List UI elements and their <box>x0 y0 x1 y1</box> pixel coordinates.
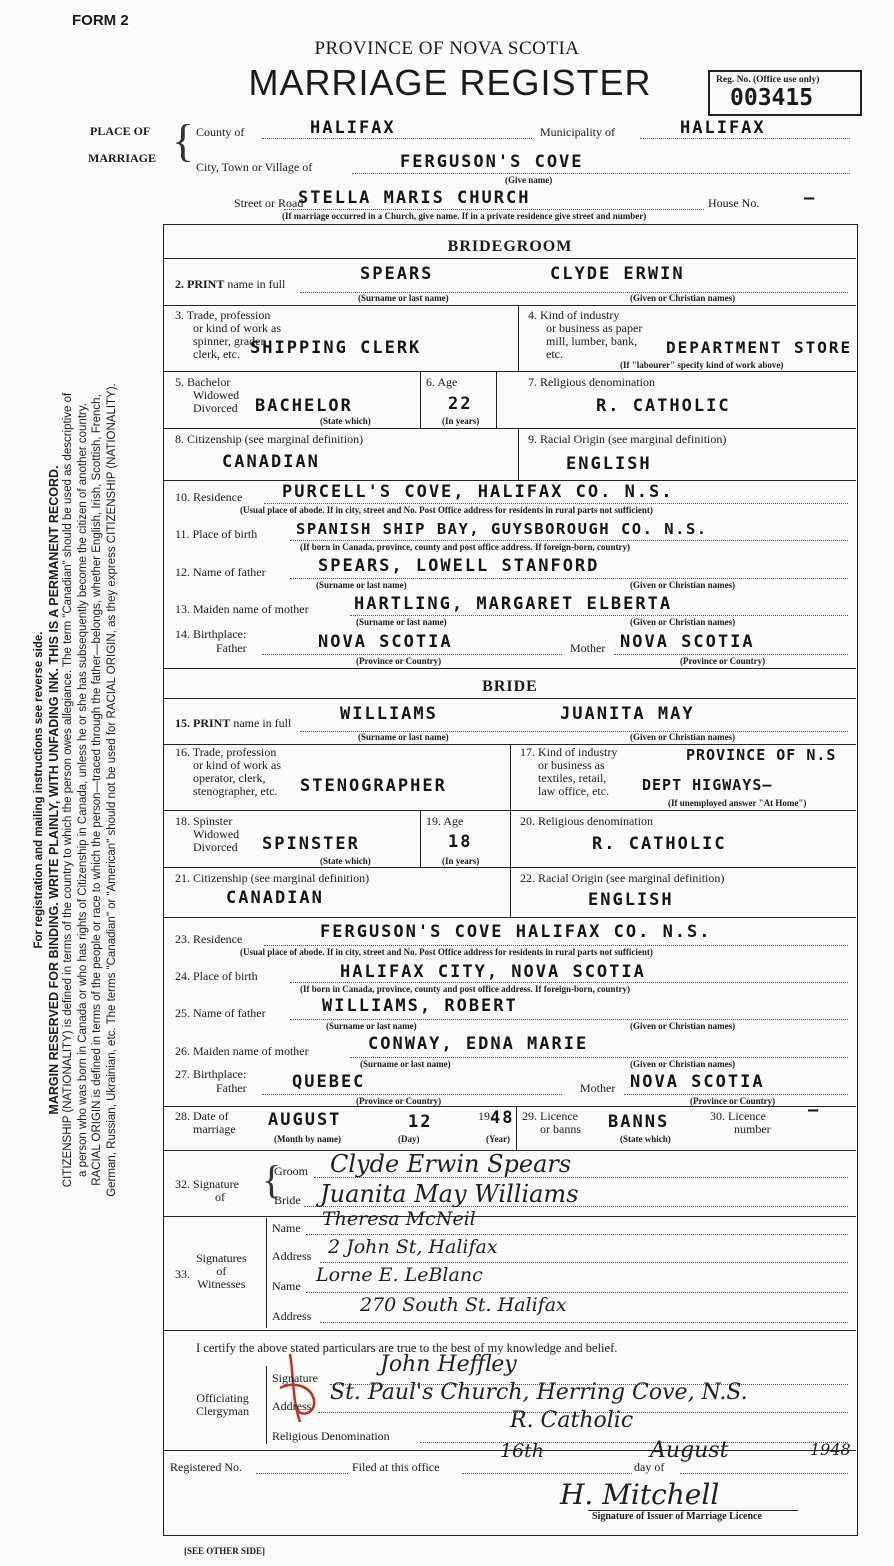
street-note: (If marriage occurred in a Church, give name. If in a private residence give street and number) <box>282 211 647 221</box>
margin-instructions: For registration and mailing instructions see reverse side. MARGIN RESERVED FOR BINDING. WRITE PLAINLY, WITH UNFADING INK. THIS IS A PERMANENT RECORD. CITIZENSHIP (NATIONALITY) is defined in terms of the country to which the person owes allegiance. The term "Canadian" should be used as descriptive of a person who was born in Canada or who has rights of Citizenship in Canada, unless he or she has subsequently become the citizen of another country. RACIAL ORIGIN is defined in terms of the people or race to which the person—traced through the father—belongs, whether English, Irish, Scottish, French, German, Russian, Ukrainian, etc. The terms "Canadian" or "American" should not be used for RACIAL ORIGIN, as they express CITIZENSHIP (NATIONALITY). <box>33 383 118 1197</box>
state-which-caption: (State which) <box>620 1134 671 1144</box>
birth-caption: (If born in Canada, province, county and post office address. If foreign-born, country) <box>300 542 631 552</box>
f5-label: 5. Bachelor Widowed Divorced <box>175 375 240 415</box>
reg-label: Reg. No. (Office use only) <box>716 75 820 85</box>
certify-text: I certify the above stated particulars are true to the best of my knowledge and belief. <box>196 1341 618 1355</box>
clergy-denomination: R. Catholic <box>510 1408 634 1433</box>
groom-industry: DEPARTMENT STORE <box>666 338 853 357</box>
brace-icon: { <box>262 1157 282 1202</box>
in-years-caption: (In years) <box>442 416 480 426</box>
groom-sig-label: Groom <box>274 1164 308 1178</box>
groom-mother-bp: NOVA SCOTIA <box>620 632 755 652</box>
w2-name-label: Name <box>272 1279 301 1293</box>
f30-label: 30. Licence number <box>710 1109 771 1136</box>
given-caption: (Given or Christian names) <box>630 732 736 742</box>
reg-number: 003415 <box>730 85 814 111</box>
bride-father-bp: QUEBEC <box>292 1072 366 1092</box>
marriage-month: AUGUST <box>268 1110 342 1130</box>
labourer-caption: (If "labourer" specify kind of work above) <box>620 360 784 370</box>
filed-year: 1948 <box>810 1440 851 1459</box>
groom-citizenship: CANADIAN <box>222 452 320 472</box>
groom-origin: ENGLISH <box>566 454 652 474</box>
surname-caption: (Surname or last name) <box>360 1059 451 1069</box>
prov-caption: (Province or Country) <box>680 656 766 666</box>
in-years-caption: (In years) <box>442 856 480 866</box>
bride-industry-2: DEPT HIGWAYS— <box>642 776 773 794</box>
f18-label: 18. Spinster Widowed Divorced <box>175 814 240 854</box>
day-of-label: day of <box>634 1460 665 1474</box>
clergy-sig-label: Signature <box>272 1371 318 1385</box>
city-label: City, Town or Village of <box>196 160 313 174</box>
month-caption: (Month by name) <box>274 1134 341 1144</box>
street-label: Street or Road <box>234 196 304 210</box>
bride-father: WILLIAMS, ROBERT <box>322 996 518 1016</box>
bride-given: JUANITA MAY <box>560 704 695 724</box>
surname-caption: (Surname or last name) <box>358 732 449 742</box>
residence-caption: (Usual place of abode. If in city, street and No. Post Office address for residents in rural parts not sufficient) <box>240 947 653 957</box>
f33-label: 33. <box>175 1267 190 1281</box>
f4-label: 4. Kind of industry or business as paper mill, lumber, bank, etc. <box>528 308 643 361</box>
bride-residence: FERGUSON'S COVE HALIFAX CO. N.S. <box>320 922 712 942</box>
bride-citizenship: CANADIAN <box>226 888 324 908</box>
witness-label: Signatures of Witnesses <box>196 1251 247 1291</box>
surname-caption: (Surname or last name) <box>326 1021 417 1031</box>
marriage-day: 12 <box>408 1112 433 1132</box>
licence-number: — <box>808 1100 821 1120</box>
f10-label: 10. Residence <box>175 490 243 504</box>
given-caption: (Given or Christian names) <box>630 580 736 590</box>
groom-father: SPEARS, LOWELL STANFORD <box>318 556 600 576</box>
place-label-2: MARRIAGE <box>88 151 156 165</box>
f11-label: 11. Place of birth <box>175 527 258 541</box>
groom-religion: R. CATHOLIC <box>596 396 731 416</box>
given-caption: (Given or Christian names) <box>630 617 736 627</box>
w1-address-label: Address <box>272 1249 312 1263</box>
state-which-caption: (State which) <box>320 856 371 866</box>
banns-value: BANNS <box>608 1112 670 1132</box>
county-value: HALIFAX <box>310 118 396 138</box>
bride-mother: CONWAY, EDNA MARIE <box>368 1034 589 1054</box>
issuer-signature: H. Mitchell <box>560 1478 720 1511</box>
form-number: FORM 2 <box>72 12 129 29</box>
bride-status: SPINSTER <box>262 834 360 854</box>
f26-label: 26. Maiden name of mother <box>175 1044 309 1058</box>
f21-label: 21. Citizenship (see marginal definition) <box>175 871 370 885</box>
page-title: MARRIAGE REGISTER <box>248 62 652 103</box>
unemployed-caption: (If unemployed answer "At Home") <box>668 798 807 808</box>
year-prefix: 19 <box>478 1109 490 1123</box>
given-caption: (Given or Christian names) <box>630 293 736 303</box>
bride-surname: WILLIAMS <box>340 704 438 724</box>
f6-label: 6. Age <box>426 375 458 389</box>
surname-caption: (Surname or last name) <box>356 617 447 627</box>
f28-label: 28. Date of marriage <box>175 1109 236 1136</box>
given-caption: (Given or Christian names) <box>630 1059 736 1069</box>
father-label: Father <box>216 1081 247 1095</box>
municipality-label: Municipality of <box>540 125 615 139</box>
state-which-caption: (State which) <box>320 416 371 426</box>
city-value: FERGUSON'S COVE <box>400 152 584 172</box>
groom-residence: PURCELL'S COVE, HALIFAX CO. N.S. <box>282 482 674 502</box>
w2-address-label: Address <box>272 1309 312 1323</box>
groom-surname: SPEARS <box>360 264 434 284</box>
registered-label: Registered No. <box>170 1460 242 1474</box>
w2-name: Lorne E. LeBlanc <box>316 1264 483 1286</box>
red-mark-icon <box>270 1348 330 1428</box>
f16-label: 16. Trade, profession or kind of work as operator, clerk, stenographer, etc. <box>175 745 281 798</box>
bride-signature: Juanita May Williams <box>320 1180 579 1208</box>
f17-label: 17. Kind of industry or business as textiles, retail, law office, etc. <box>520 745 618 798</box>
give-name-caption: (Give name) <box>505 175 553 185</box>
brace-icon: { <box>172 115 195 166</box>
groom-heading: BRIDEGROOM <box>447 238 573 255</box>
street-value: STELLA MARIS CHURCH <box>298 188 531 208</box>
father-label: Father <box>216 641 247 655</box>
filed-day: 16th <box>500 1440 545 1462</box>
w1-name: Theresa McNeil <box>322 1208 476 1230</box>
surname-caption: (Surname or last name) <box>316 580 407 590</box>
groom-father-bp: NOVA SCOTIA <box>318 632 453 652</box>
bride-sig-label: Bride <box>274 1193 301 1207</box>
groom-age: 22 <box>448 394 473 414</box>
w1-name-label: Name <box>272 1221 301 1235</box>
province-heading: PROVINCE OF NOVA SCOTIA <box>314 38 580 59</box>
f7-label: 7. Religious denomination <box>528 375 655 389</box>
see-other-side: [SEE OTHER SIDE] <box>184 1546 266 1556</box>
bride-age: 18 <box>448 832 473 852</box>
marriage-year: 48 <box>490 1108 515 1128</box>
f29-label: 29. Licence or banns <box>522 1109 581 1136</box>
groom-signature: Clyde Erwin Spears <box>330 1150 572 1178</box>
clergy-address: St. Paul's Church, Herring Cove, N.S. <box>330 1380 748 1405</box>
bride-trade: STENOGRAPHER <box>300 776 447 796</box>
place-label-1: PLACE OF <box>90 124 151 138</box>
f25-label: 25. Name of father <box>175 1006 266 1020</box>
clergy-signature: John Heffley <box>380 1352 517 1377</box>
reg-number-box <box>708 70 862 116</box>
bride-industry-1: PROVINCE OF N.S <box>686 746 837 764</box>
bride-heading: BRIDE <box>482 678 538 695</box>
w2-address: 270 South St. Halifax <box>360 1294 567 1316</box>
prov-caption: (Province or Country) <box>690 1096 776 1106</box>
groom-status: BACHELOR <box>255 396 353 416</box>
residence-caption: (Usual place of abode. If in city, street and No. Post Office address for residents in rural parts not sufficient) <box>240 505 653 515</box>
groom-birthplace: SPANISH SHIP BAY, GUYSBOROUGH CO. N.S. <box>296 520 708 538</box>
f9-label: 9. Racial Origin (see marginal definition) <box>528 432 727 446</box>
municipality-value: HALIFAX <box>680 118 766 138</box>
f27-label: 27. Birthplace: <box>175 1067 247 1081</box>
f3-label: 3. Trade, profession or kind of work as spinner, grader, clerk, etc. <box>175 308 281 361</box>
groom-given: CLYDE ERWIN <box>550 264 685 284</box>
f24-label: 24. Place of birth <box>175 969 258 983</box>
f22-label: 22. Racial Origin (see marginal definition) <box>520 871 725 885</box>
bride-birthplace: HALIFAX CITY, NOVA SCOTIA <box>340 962 646 982</box>
f23-label: 23. Residence <box>175 932 243 946</box>
county-label: County of <box>196 125 245 139</box>
year-caption: (Year) <box>486 1134 510 1144</box>
clergy-addr-label: Address <box>272 1399 312 1413</box>
groom-mother: HARTLING, MARGARET ELBERTA <box>354 594 673 614</box>
f20-label: 20. Religious denomination <box>520 814 653 828</box>
filed-month: August <box>650 1438 729 1463</box>
day-caption: (Day) <box>398 1134 420 1144</box>
f32-label: 32. Signature of <box>175 1177 239 1204</box>
given-caption: (Given or Christian names) <box>630 1021 736 1031</box>
bride-origin: ENGLISH <box>588 890 674 910</box>
birth-caption: (If born in Canada, province, county and post office address. If foreign-born, country) <box>300 984 631 994</box>
w1-address: 2 John St, Halifax <box>328 1236 498 1258</box>
bride-mother-bp: NOVA SCOTIA <box>630 1072 765 1092</box>
groom-trade: SHIPPING CLERK <box>250 338 422 358</box>
issuer-caption: Signature of Issuer of Marriage Licence <box>592 1511 762 1522</box>
f8-label: 8. Citizenship (see marginal definition) <box>175 432 364 446</box>
prov-caption: (Province or Country) <box>356 656 442 666</box>
mother-label: Mother <box>580 1081 616 1095</box>
prov-caption: (Province or Country) <box>356 1096 442 1106</box>
house-value: — <box>804 188 817 208</box>
house-label: House No. <box>708 196 760 210</box>
clergy-label: Officiating Clergyman <box>196 1391 250 1418</box>
bride-religion: R. CATHOLIC <box>592 834 727 854</box>
mother-label: Mother <box>570 641 606 655</box>
clergy-den-label: Religious Denomination <box>272 1429 390 1443</box>
surname-caption: (Surname or last name) <box>358 293 449 303</box>
f12-label: 12. Name of father <box>175 565 266 579</box>
f19-label: 19. Age <box>426 814 464 828</box>
f13-label: 13. Maiden name of mother <box>175 602 309 616</box>
filed-label: Filed at this office <box>352 1460 440 1474</box>
f14-label: 14. Birthplace: <box>175 627 247 641</box>
